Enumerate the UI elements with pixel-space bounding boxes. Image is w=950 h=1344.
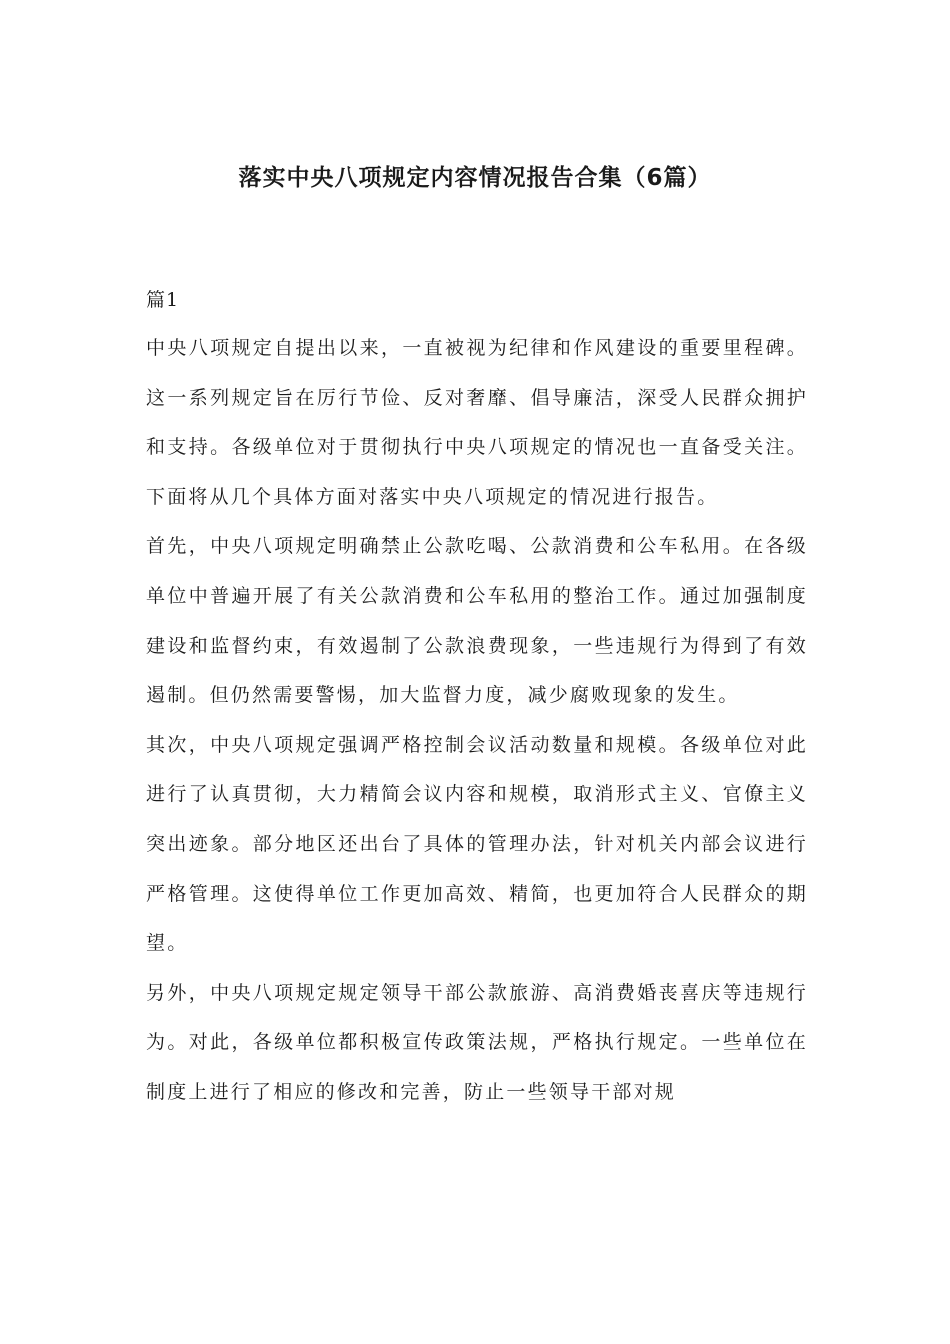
- paragraph-list: [146, 324, 808, 1118]
- paragraph-1: 中央八项规定自提出以来，一直被视为纪律和作风建设的重要里程碑。这一系列规定旨在厉行节俭、反对奢靡、倡导廉洁，深受人民群众拥护和支持。各级单位对于贯彻执行中央八项规定的情况也一直备受关注。下面将从几个具体方面对落实中央八项规定的情况进行报告。: [146, 337, 808, 508]
- document-body: [146, 280, 808, 1118]
- paragraph-3: 其次，中央八项规定强调严格控制会议活动数量和规模。各级单位对此进行了认真贯彻，大力精简会议内容和规模，取消形式主义、官僚主义突出迹象。部分地区还出台了具体的管理办法，针对机关内部会议进行严格管理。这使得单位工作更加高效、精简，也更加符合人民群众的期望。: [146, 733, 808, 955]
- paragraph-2: 首先，中央八项规定明确禁止公款吃喝、公款消费和公车私用。在各级单位中普遍开展了有关公款消费和公车私用的整治工作。通过加强制度建设和监督约束，有效遏制了公款浪费现象，一些违规行为得到了有效遏制。但仍然需要警惕，加大监督力度，减少腐败现象的发生。: [146, 535, 808, 707]
- document-title: 落实中央八项规定内容情况报告合集（6篇）: [238, 165, 712, 191]
- section-heading: 篇1: [146, 289, 180, 311]
- paragraph-4: 另外，中央八项规定规定领导干部公款旅游、高消费婚丧喜庆等违规行为。对此，各级单位都积极宣传政策法规，严格执行规定。一些单位在制度上进行了相应的修改和完善，防止一些领导干部对规: [146, 981, 808, 1103]
